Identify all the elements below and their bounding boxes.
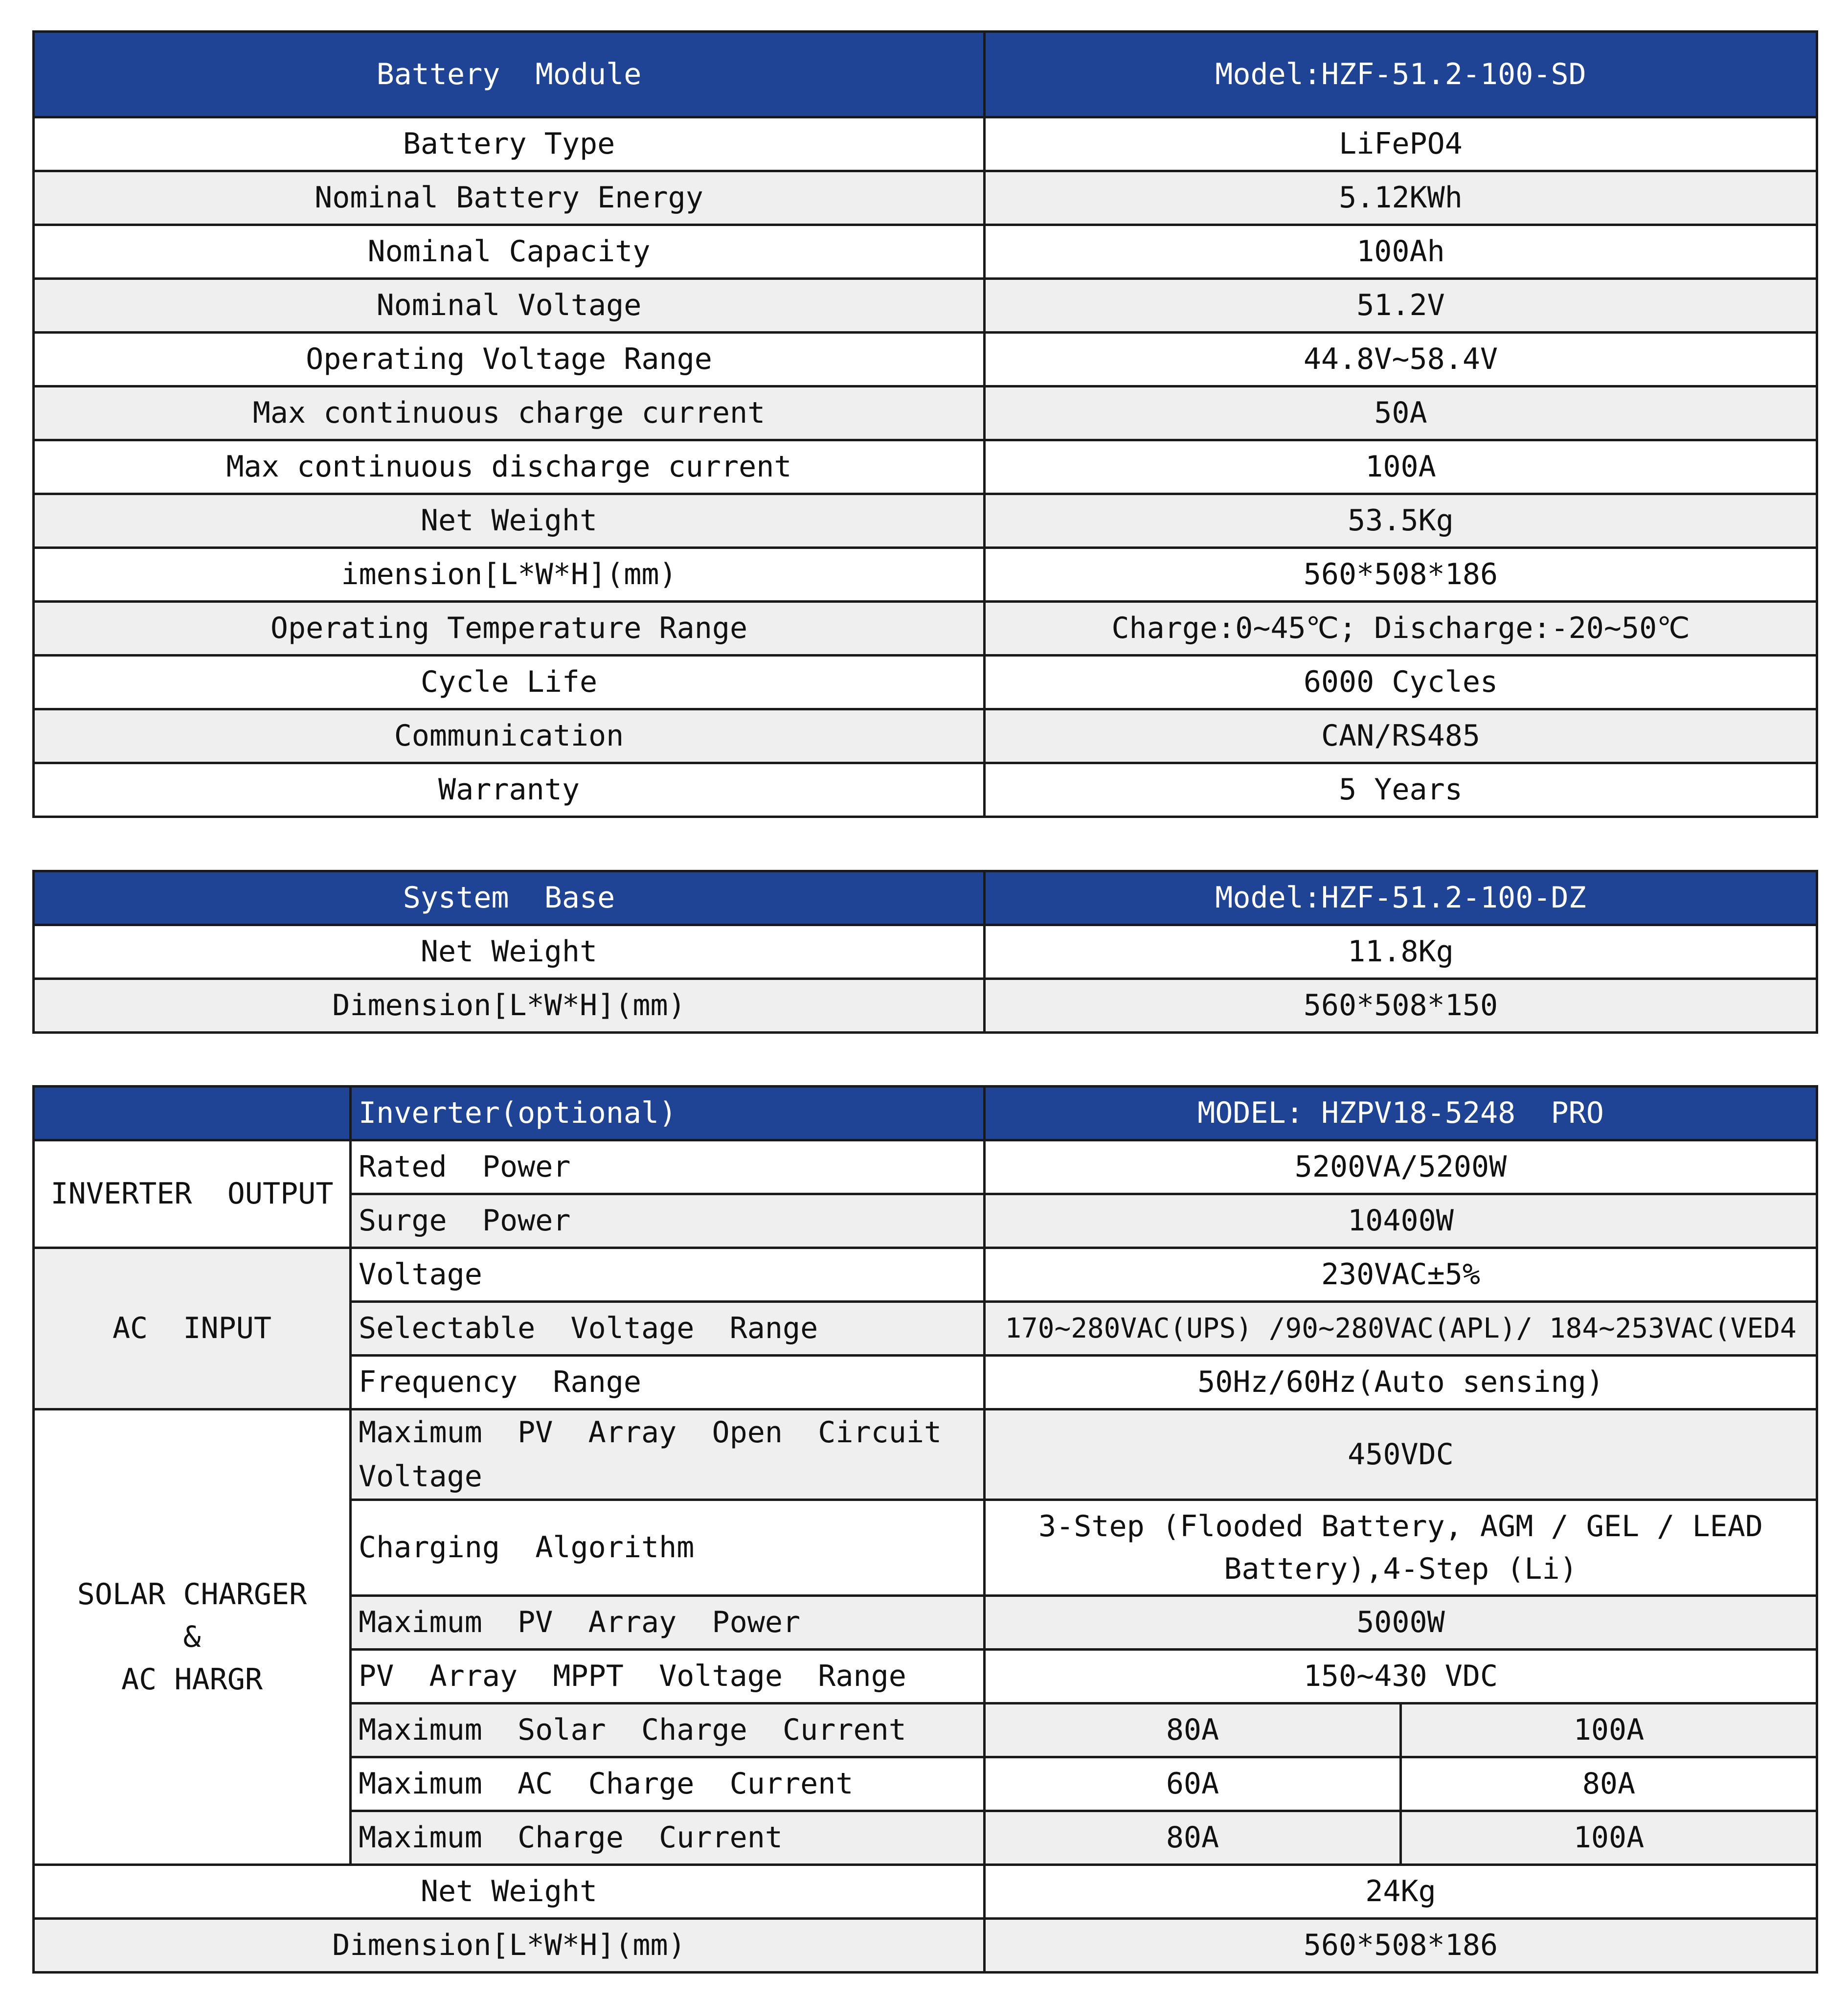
row-value-a: 80A xyxy=(985,1811,1401,1865)
row-label: Maximum AC Charge Current xyxy=(351,1757,985,1811)
table-row xyxy=(34,602,1817,656)
row-label: Surge Power xyxy=(351,1194,985,1248)
row-value: 50Hz/60Hz(Auto sensing) xyxy=(985,1356,1817,1409)
header-model: MODEL: HZPV18-5248 PRO xyxy=(985,1087,1817,1140)
header-label: Inverter(optional) xyxy=(351,1087,985,1140)
row-label: Max continuous charge current xyxy=(34,386,985,440)
row-label: Frequency Range xyxy=(351,1356,985,1409)
row-value: 5 Years xyxy=(985,763,1817,817)
row-value: 3-Step (Flooded Battery, AGM / GEL / LEAD Battery),4-Step (Li) xyxy=(985,1500,1817,1596)
table-row xyxy=(34,117,1817,171)
header-label: System Base xyxy=(34,871,985,925)
row-value: 24Kg xyxy=(985,1865,1817,1919)
row-label: imension[L*W*H](mm) xyxy=(34,548,985,602)
row-value-b: 100A xyxy=(1401,1811,1817,1865)
header-model: Model:HZF-51.2-100-SD xyxy=(985,32,1817,117)
row-value: 100A xyxy=(985,440,1817,494)
table-row xyxy=(34,979,1817,1033)
row-value: 44.8V~58.4V xyxy=(985,333,1817,386)
table-row xyxy=(34,225,1817,279)
row-value: 10400W xyxy=(985,1194,1817,1248)
row-label: Operating Voltage Range xyxy=(34,333,985,386)
row-value: LiFePO4 xyxy=(985,117,1817,171)
row-label: Maximum Charge Current xyxy=(351,1811,985,1865)
header-label: Battery Module xyxy=(34,32,985,117)
inverter-table xyxy=(32,1085,1818,1974)
group-ac-input: AC INPUT xyxy=(34,1248,351,1409)
row-value: 560*508*186 xyxy=(985,548,1817,602)
row-value: 170~280VAC(UPS) /90~280VAC(APL)/ 184~253VAC(VED4 xyxy=(985,1302,1817,1356)
row-value: 5200VA/5200W xyxy=(985,1140,1817,1194)
table-row xyxy=(34,1919,1817,1973)
row-label: Selectable Voltage Range xyxy=(351,1302,985,1356)
row-value-a: 80A xyxy=(985,1704,1401,1757)
row-value: 100Ah xyxy=(985,225,1817,279)
row-label: Maximum PV Array Open Circuit Voltage xyxy=(351,1409,985,1500)
table-row xyxy=(34,494,1817,548)
row-label: Operating Temperature Range xyxy=(34,602,985,656)
row-label: Rated Power xyxy=(351,1140,985,1194)
table-row xyxy=(34,1140,1817,1194)
table-row xyxy=(34,763,1817,817)
row-value: 51.2V xyxy=(985,279,1817,333)
row-value: Charge:0~45℃; Discharge:-20~50℃ xyxy=(985,602,1817,656)
row-value: 5.12KWh xyxy=(985,171,1817,225)
table-row xyxy=(34,656,1817,709)
row-label: Voltage xyxy=(351,1248,985,1302)
table-row xyxy=(34,171,1817,225)
row-label: Charging Algorithm xyxy=(351,1500,985,1596)
row-label: Battery Type xyxy=(34,117,985,171)
row-value: 53.5Kg xyxy=(985,494,1817,548)
table-row xyxy=(34,333,1817,386)
row-value: 50A xyxy=(985,386,1817,440)
table-row xyxy=(34,386,1817,440)
group-solar-line2: & xyxy=(183,1619,201,1654)
row-label: Communication xyxy=(34,709,985,763)
row-value: 150~430 VDC xyxy=(985,1650,1817,1704)
group-solar-line1: SOLAR CHARGER xyxy=(77,1577,307,1612)
row-value: 6000 Cycles xyxy=(985,656,1817,709)
system-base-table xyxy=(32,870,1818,1034)
group-inverter-output: INVERTER OUTPUT xyxy=(34,1140,351,1248)
row-value-a: 60A xyxy=(985,1757,1401,1811)
table-header xyxy=(34,1087,1817,1140)
table-row xyxy=(34,440,1817,494)
row-value: 560*508*186 xyxy=(985,1919,1817,1973)
table-row xyxy=(34,925,1817,979)
row-value: 450VDC xyxy=(985,1409,1817,1500)
row-value-b: 80A xyxy=(1401,1757,1817,1811)
battery-module-table xyxy=(32,30,1818,818)
table-row xyxy=(34,548,1817,602)
table-header xyxy=(34,32,1817,117)
table-header xyxy=(34,871,1817,925)
row-label: Net Weight xyxy=(34,925,985,979)
table-row xyxy=(34,709,1817,763)
row-value: CAN/RS485 xyxy=(985,709,1817,763)
row-label: Maximum PV Array Power xyxy=(351,1596,985,1650)
row-label: Warranty xyxy=(34,763,985,817)
row-label: Nominal Voltage xyxy=(34,279,985,333)
table-row xyxy=(34,279,1817,333)
group-solar-charger xyxy=(34,1409,351,1865)
row-value: 230VAC±5% xyxy=(985,1248,1817,1302)
table-row xyxy=(34,1248,1817,1302)
table-row xyxy=(34,1865,1817,1919)
row-label: Max continuous discharge current xyxy=(34,440,985,494)
row-label: Nominal Capacity xyxy=(34,225,985,279)
header-model: Model:HZF-51.2-100-DZ xyxy=(985,871,1817,925)
row-value-b: 100A xyxy=(1401,1704,1817,1757)
table-row xyxy=(34,1409,1817,1500)
row-label: Cycle Life xyxy=(34,656,985,709)
row-label: Net Weight xyxy=(34,1865,985,1919)
row-label: Nominal Battery Energy xyxy=(34,171,985,225)
row-value: 5000W xyxy=(985,1596,1817,1650)
row-label: PV Array MPPT Voltage Range xyxy=(351,1650,985,1704)
group-solar-line3: AC HARGR xyxy=(121,1662,263,1697)
row-value: 11.8Kg xyxy=(985,925,1817,979)
row-label: Maximum Solar Charge Current xyxy=(351,1704,985,1757)
row-label: Dimension[L*W*H](mm) xyxy=(34,979,985,1033)
row-label: Dimension[L*W*H](mm) xyxy=(34,1919,985,1973)
row-label: Net Weight xyxy=(34,494,985,548)
row-value: 560*508*150 xyxy=(985,979,1817,1033)
